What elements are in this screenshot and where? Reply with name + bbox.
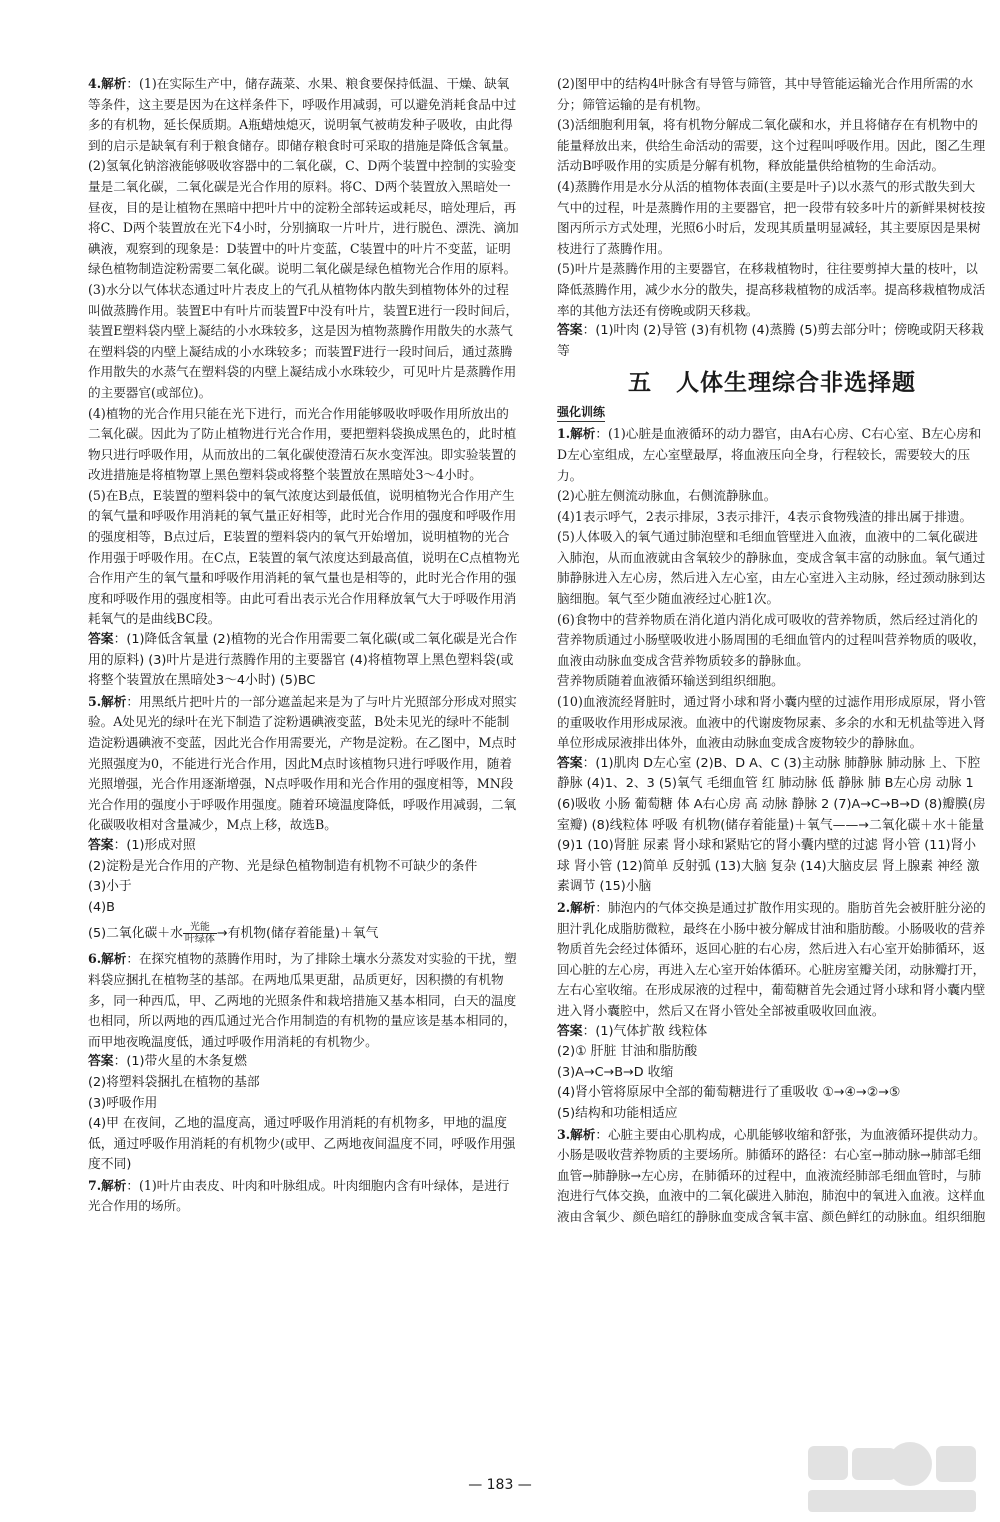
q1-analysis: 1.解析：(1)心脏是血液循环的动力器官，由A右心房、C右心室、B左心房和D左心室组成，左心室壁最厚，将血液压向全身，行程较长，需要较大的压力。 [557, 426, 982, 483]
q4-p5: (5)在B点，E装置的塑料袋中的氧气浓度达到最低值，说明植物光合作用产生的氧气量和呼吸作用消耗的氧气量正好相等，此时光合作用的强度和呼吸作用的强度相等，B点过后，E装置的塑料袋内的氧气开始增加，说明植物的光合作用强于呼吸作用。在C点，E装置的氧气浓度达到最高值，说明在C点植物光合作用产生的氧气量和呼吸作用消耗的氧气量也是相等的，此时光合作用的强度和呼吸作用的强度相等。由此可看出表示光合作用释放氧气大于呼吸作用消耗氧气的是曲线BC段。 [88, 487, 520, 627]
q6-answer-3: (3)呼吸作用 [88, 1095, 158, 1111]
q2-answer-3: (3)A→C→B→D 收缩 [557, 1064, 674, 1080]
section-tag: 强化训练 [557, 403, 605, 422]
q7-analysis: 7.解析：(1)叶片由表皮、叶肉和叶脉组成。叶肉细胞内含有叶绿体，是进行光合作用的场所。 [88, 1177, 510, 1214]
section-title: 五 人体生理综合非选择题 [628, 370, 916, 397]
q7-p3: (3)活细胞利用氧，将有机物分解成二氧化碳和水，并且将储存在有机物中的能量释放出来，供给生命活动的需要，这个过程叫呼吸作用。因此，图乙生理活动B呼吸作用的实质是分解有机物，释放能量供给植物的生命活动。 [557, 117, 986, 174]
q1-p2: (2)心脏左侧流动脉血，右侧流静脉血。 [557, 488, 777, 504]
watermark-logo [790, 1440, 986, 1516]
reaction-condition: $\frac{\text{光能}}{\text{叶绿体}}$ [184, 922, 215, 946]
q7-p4: (4)蒸腾作用是水分从活的植物体表面(主要是叶子)以水蒸气的形式散失到大气中的过程，叶是蒸腾作用的主要器官，把一段带有较多叶片的新鲜果树枝按图丙所示方式处理，光照6小时后，发现其质量明显减轻，其主要原因是果树枝进行了蒸腾作用。 [557, 178, 986, 256]
q5-analysis: 5.解析：用黑纸片把叶片的一部分遮盖起来是为了与叶片光照部分形成对照实验。A处见光的绿叶在光下制造了淀粉遇碘液变蓝，B处未见光的绿叶不能制造淀粉遇碘液不变蓝，因此光合作用需要光，产物是淀粉。在乙图中，M点时光照强度为0，不能进行光合作用，因此M点时该植物只进行呼吸作用，随着光照增强，光合作用逐渐增强，N点呼吸作用和光合作用的强度相等，MN段光合作用的强度小于呼吸作用强度。随着环境温度降低，呼吸作用减弱，二氧化碳吸收相对含量减少，M点上移，故选B。 [88, 693, 517, 833]
page-number: — 183 — [468, 1477, 532, 1493]
q7-answer: 答案：(1)叶肉 (2)导管 (3)有机物 (4)蒸腾 (5)剪去部分叶；傍晚或阴天移栽等 [557, 323, 984, 359]
left-column [88, 74, 520, 1217]
q2-answer-1: 答案：(1)气体扩散 线粒体 [557, 1023, 708, 1039]
q2-answer-4: (4)肾小管将原尿中全部的葡萄糖进行了重吸收 ①→④→②→⑤ [557, 1085, 901, 1101]
q1-p5: (6)食物中的营养物质在消化道内消化成可吸收的营养物质，然后经过消化的营养物质通过小肠壁吸收进小肠周围的毛细血管内的过程叫营养物质的吸收，血液由动脉血变成含营养物质较多的静脉血。 [557, 611, 986, 668]
q1-p6: 营养物质随着血液循环输送到组织细胞。 [557, 673, 784, 689]
q4-p2: (2)氢氧化钠溶液能够吸收容器中的二氧化碳，C、D两个装置中控制的实验变量是二氧化碳，二氧化碳是光合作用的原料。将C、D两个装置放入黑暗处一昼夜，目的是让植物在黑暗中把叶片中的淀粉全部转运或耗尽，暗处理后，再将C、D两个装置放在光下4小时，分别摘取一片叶片，进行脱色、漂洗、滴加碘液，观察到的现象是：D装置中的叶片变蓝，C装置中的叶片不变蓝，证明绿色植物制造淀粉需要二氧化碳。说明二氧化碳是绿色植物光合作用的原料。 [88, 158, 519, 277]
q1-p4: (5)人体吸入的氧气通过肺泡壁和毛细血管壁进入血液，血液中的二氧化碳进入肺泡，从而血液就由含氧较少的静脉血，变成含氧丰富的动脉血。氧气通过肺静脉进入左心房，然后进入左心室，由左心室进入主动脉，经过颈动脉到达脑细胞。氧气至少随血液经过心脏1次。 [557, 529, 986, 607]
q2-answer-5: (5)结构和功能相适应 [557, 1105, 678, 1121]
q4-answer: 答案：(1)降低含氧量 (2)植物的光合作用需要二氧化碳(或二氧化碳是光合作用的原料) (3)叶片是进行蒸腾作用的主要器官 (4)将植物罩上黑色塑料袋(或将整个装置放在黑暗处3～4小时) (5)BC [88, 632, 518, 689]
q6-answer-2: (2)将塑料袋捆扎在植物的基部 [88, 1074, 260, 1090]
q4-p3: (3)水分以气体状态通过叶片表皮上的气孔从植物体内散失到植物体外的过程叫做蒸腾作用。装置E中有叶片而装置F中没有叶片，装置E进行一段时间后，装置E塑料袋内壁上凝结的小水珠较多，这是因为植物蒸腾作用散失的水蒸气在塑料袋的内壁上凝结成的小水珠较多；而装置F进行一段时间后，通过蒸腾作用散失的水蒸气在塑料袋的内壁上凝结成小水珠较少，可见叶片是蒸腾作用的主要器官(或部位)。 [88, 281, 519, 400]
q5-answer-5: (5)二氧化碳＋水 $\frac{\text{光能}}{\text{叶绿体}}$ →有机物(储存着能量)＋氧气 [88, 922, 379, 946]
q5-answer-2: (2)淀粉是光合作用的产物、光是绿色植物制造有机物不可缺少的条件 [88, 858, 478, 874]
q6-answer-4: (4)甲 在夜间，乙地的温度高，通过呼吸作用消耗的有机物多，甲地的温度低，通过呼吸作用消耗的有机物少(或甲、乙两地夜间温度不同，呼吸作用强度不同) [88, 1116, 516, 1173]
q4-p4: (4)植物的光合作用只能在光下进行，而光合作用能够吸收呼吸作用所放出的二氧化碳。因此为了防止植物进行光合作用，要把塑料袋换成黑色的，此时植物只进行呼吸作用，从而放出的二氧化碳使澄清石灰水变浑浊。即实验装置的改进措施是将植物罩上黑色塑料袋或将整个装置放在黑暗处3～4小时。 [88, 405, 517, 483]
q7-p5: (5)叶片是蒸腾作用的主要器官，在移栽植物时，往往要剪掉大量的枝叶，以降低蒸腾作用，减少水分的散失，提高移栽植物的成活率。提高移栽植物成活率的其他方法还有傍晚或阴天移栽。 [557, 261, 986, 318]
q6-answer-1: 答案：(1)带火星的木条复燃 [88, 1054, 247, 1070]
q5-answer-1: 答案：(1)形成对照 [88, 837, 196, 853]
q1-p3: (4)1表示呼气，2表示排尿，3表示排汗，4表示食物残渣的排出属于排遗。 [557, 508, 973, 524]
q4-analysis: 4.解析：(1)在实际生产中，储存蔬菜、水果、粮食要保持低温、干燥、缺氧等条件，这主要是因为在这样条件下，呼吸作用减弱，可以避免消耗食品中过多的有机物，延长保质期。A瓶蜡烛熄灭，说明氧气被萌发种子吸收，由此得到的启示是缺氧有利于粮食储存。即储存粮食时可采取的措施是降低含氧量。 [88, 76, 517, 153]
q5-answer-3: (3)小于 [88, 879, 132, 895]
q2-analysis: 2.解析：肺泡内的气体交换是通过扩散作用实现的。脂肪首先会被肝脏分泌的胆汁乳化成脂肪微粒，最终在小肠中被分解成甘油和脂肪酸。小肠吸收的营养物质首先会经过体循环，返回心脏的右心房，然后进入右心室开始肺循环，返回心脏的左心房，再进入左心室开始体循环。心脏房室瓣关闭，动脉瓣打开，左右心室收缩。在形成尿液的过程中，葡萄糖首先会通过肾小球和肾小囊内壁进入肾小囊腔中，然后又在肾小管处全部被重吸收回血液。 [557, 899, 986, 1018]
q7-p2: (2)图甲中的结构4叶脉含有导管与筛管，其中导管能运输光合作用所需的水分；筛管运输的是有机物。 [557, 76, 974, 112]
q2-answer-2: (2)① 肝脏 甘油和脂肪酸 [557, 1044, 698, 1060]
q1-p7: (10)血液流经肾脏时，通过肾小球和肾小囊内壁的过滤作用形成原尿，肾小管的重吸收作用形成尿液。血液中的代谢废物尿素、多余的水和无机盐等进入肾单位形成尿液排出体外，血液由动脉血变成含废物较少的静脉血。 [557, 694, 986, 751]
q3-analysis: 3.解析：心脏主要由心肌构成，心肌能够收缩和舒张，为血液循环提供动力。小肠是吸收营养物质的主要场所。肺循环的路径：右心室→肺动脉→肺部毛细血管→肺静脉→左心房，在肺循环的过程中，血液流经肺部毛细血管时，与肺泡进行气体交换，血液中的二氧化碳进入肺泡，肺泡中的氧进入血液。这样血液由含氧少、颜色暗红的静脉血变成含氧丰富、颜色鲜红的动脉血。组织细胞 [557, 1126, 986, 1224]
arrow-icon: → [216, 926, 228, 942]
q6-analysis: 6.解析：在探究植物的蒸腾作用时，为了排除土壤水分蒸发对实验的干扰，塑料袋应捆扎在植物茎的基部。在两地瓜果更甜，品质更好，因积攒的有机物多，同一种西瓜，甲、乙两地的光照条件和栽培措施又基本相同，白天的温度也相同，所以两地的西瓜通过光合作用制造的有机物的量应该是基本相同的，而甲地夜晚温度低，通过呼吸作用消耗的有机物少。 [88, 951, 517, 1049]
q5-answer-4: (4)B [88, 899, 115, 915]
right-column [557, 74, 987, 1227]
q1-answer: 答案：(1)肌肉 D左心室 (2)B、D A、C (3)主动脉 肺静脉 肺动脉 上、下腔静脉 (4)1、2、3 (5)氧气 毛细血管 红 肺动脉 低 静脉 肺 B左心房 动脉 1 (6)吸收 小肠 葡萄糖 体 A右心房 高 动脉 静脉 2 (7)A→C→B→D (8)瓣膜(房室瓣) (8)线粒体 呼吸 有机物(储存着能量)＋氧气——→二氧化碳＋水＋能量 (9)1 (10)肾脏 尿素 肾小球和紧贴它的肾小囊内壁的过滤 肾小管 (11)肾小球 肾小管 (12)简单 反射弧 (13)大脑 复杂 (14)大脑皮层 肾上腺素 神经 激素调节 (15)小脑 [557, 755, 986, 895]
